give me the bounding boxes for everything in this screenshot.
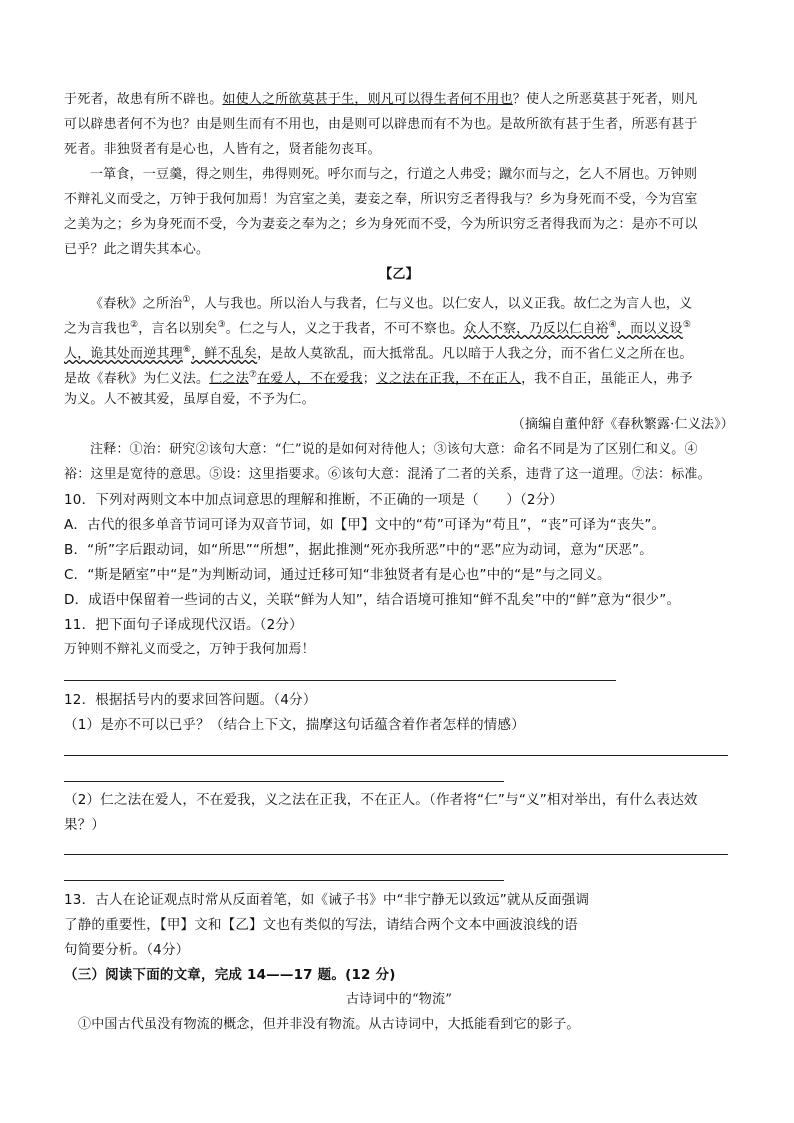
q12-sub-2a: （2）仁之法在爱人，不在爱我，义之法在正我，不在正人。（作者将“仁”与“义”相对举出，有什么表达效	[64, 792, 698, 808]
yi-underlined-sentence: 仁之法	[209, 371, 249, 387]
footnote-marker: ②	[130, 320, 139, 330]
q13-line-3: 句简要分析。（4分）	[64, 942, 190, 958]
article-title: 古诗词中的“物流”	[345, 992, 453, 1007]
yi-wavy-sentence: ，而以义设	[616, 321, 683, 337]
footnote-marker: ⑤	[682, 320, 692, 330]
yi-line-3	[64, 340, 734, 364]
yi-wavy-sentence: 众人不察，乃反以仁自裕	[463, 321, 609, 337]
yi-underlined-sentence: 义之法在正我，不在正人	[375, 371, 522, 387]
yi-text: 是故《春秋》为仁义法。	[64, 371, 210, 387]
yi-source: （摘编自董仲舒《春秋繁露·仁义法》）	[511, 417, 734, 432]
q11-answer-line[interactable]	[64, 680, 616, 681]
jia-line-4: 一箪食，一豆羹，得之则生，弗得则死。呼尔而与之，行道之人弗受；蹴尔而与之，乞人不屑也。万钟则	[90, 167, 698, 182]
article-paragraph-1: ①中国古代虽没有物流的概念，但并非没有物流。从古诗词中，大抵能看到它的影子。	[78, 1017, 580, 1032]
yi-text: 。仁之与人，义之于我者，不可不察也。	[225, 321, 464, 337]
footnote-marker: ⑦	[248, 370, 258, 380]
yi-text: ；	[362, 371, 376, 387]
jia-line-2: 可以辟患者何不为也？由是则生而有不用也，由是则可以辟患而有不为也。是故所欲有甚于生者，所恶有甚于	[64, 117, 698, 132]
footnote-marker: ⑥	[182, 345, 192, 355]
footnote-marker: ①	[182, 295, 191, 305]
q12-sub-2b: 果？）	[64, 817, 106, 833]
footnote-marker: ④	[608, 320, 617, 330]
yi-notes-line-2: 裕：这里是宽待的意思。⑤设：这里指要求。⑥该句大意：混淆了二者的关系，违背了这一道理。⑦法：标准。	[64, 467, 711, 482]
jia-line-7: 已乎？此之谓失其本心。	[64, 242, 210, 257]
yi-line-1	[90, 290, 734, 314]
q10-option-d: D．成语中保留着一些词的古义，关联“鲜为人知”，结合语境可推知“鲜不乱矣”中的“鲜”意为“很少”。	[64, 592, 681, 608]
yi-text: ，是故人莫欲乱，而大抵常乱。凡以暗于人我之分，而不省仁义之所在也。	[257, 346, 693, 362]
q11-stem: 11．把下面句子译成现代汉语。（2分）	[64, 617, 303, 633]
yi-text: 《春秋》之所治	[90, 296, 183, 312]
q12-2-answer-line-1[interactable]	[64, 854, 728, 855]
yi-wavy-sentence: ，鲜不乱矣	[191, 346, 258, 362]
yi-line-2	[64, 315, 734, 339]
q12-stem: 12．根据括号内的要求回答问题。（4分）	[64, 692, 317, 708]
yi-heading: 【乙】	[379, 267, 419, 282]
yi-text: ，人与我也。所以治人与我者，仁与义也。以仁安人，以义正我。故仁之为言人也，义	[190, 296, 693, 312]
jia-line-5: 不辩礼义而受之，万钟于我何加焉！为宫室之美，妻妾之奉，所识穷乏者得我与？乡为身死而不受，今为宫室	[64, 192, 698, 207]
q10-stem: 10．下列对两则文本中加点词意思的理解和推断，不正确的一项是（ ）（2分）	[64, 492, 564, 508]
q12-1-answer-line-2[interactable]	[64, 781, 504, 782]
q12-1-answer-line-1[interactable]	[64, 755, 728, 756]
q13-line-1: 13．古人在论证观点时常从反面着笔，如《诫子书》中“非宁静无以致远”就从反面强调	[64, 892, 590, 908]
jia-text: ？使人之所恶莫甚于死者，则凡	[512, 92, 698, 107]
jia-line-1	[64, 90, 734, 110]
q12-sub-1: （1）是亦不可以已乎？（结合上下文，揣摩这句话蕴含着作者怎样的情感）	[64, 717, 525, 733]
yi-text: ，言名以别矣	[138, 321, 218, 337]
yi-text: ，我不自正，虽能正人，弗予	[521, 371, 693, 387]
yi-line-5: 为义。人不被其爱，虽厚自爱，不予为仁。	[64, 392, 315, 407]
yi-notes-line-1: 注释：①治：研究②该句大意：“仁”说的是如何对待他人；③该句大意：命名不同是为了区别仁和义。④	[90, 442, 698, 457]
jia-line-6: 之美为之；乡为身死而不受，今为妻妾之奉为之；乡为身死而不受，今为所识穷乏者得我而为之：是亦不可以	[64, 217, 698, 232]
yi-underlined-sentence: 在爱人，不在爱我	[257, 371, 363, 387]
q10-option-a: A．古代的很多单音节词可译为双音节词，如【甲】文中的“苟”可译为“苟且”，“丧”可译为“丧失”。	[64, 517, 666, 533]
jia-text: 于死者，故患有所不辟也。	[64, 92, 223, 107]
q11-sentence: 万钟则不辩礼义而受之，万钟于我何加焉！	[64, 642, 315, 657]
q10-option-c: C．“斯是陋室”中“是”为判断动词，通过迁移可知“非独贤者有是心也”中的“是”与之同义。	[64, 567, 611, 583]
section-3-heading: （三）阅读下面的文章，完成 14——17 题。(12 分)	[64, 967, 396, 983]
jia-underlined-sentence: 如使人之所欲莫甚于生，则凡可以得生者何不用也	[222, 92, 513, 107]
jia-line-3: 死者。非独贤者有是心也，人皆有之，贤者能勿丧耳。	[64, 142, 381, 157]
q12-2-answer-line-2[interactable]	[64, 880, 504, 881]
footnote-marker: ③	[217, 320, 226, 330]
yi-line-4	[64, 365, 734, 389]
yi-text: 之为言我也	[64, 321, 131, 337]
q10-option-b: B．“所”字后跟动词，如“所思”“所想”，据此推测“死亦我所恶”中的“恶”应为动词，意为“厌恶”。	[64, 542, 653, 558]
q13-line-2: 了静的重要性，【甲】文和【乙】文也有类似的写法，请结合两个文本中画波浪线的语	[64, 917, 578, 933]
yi-wavy-sentence: 人，诡其处而逆其理	[64, 346, 183, 362]
